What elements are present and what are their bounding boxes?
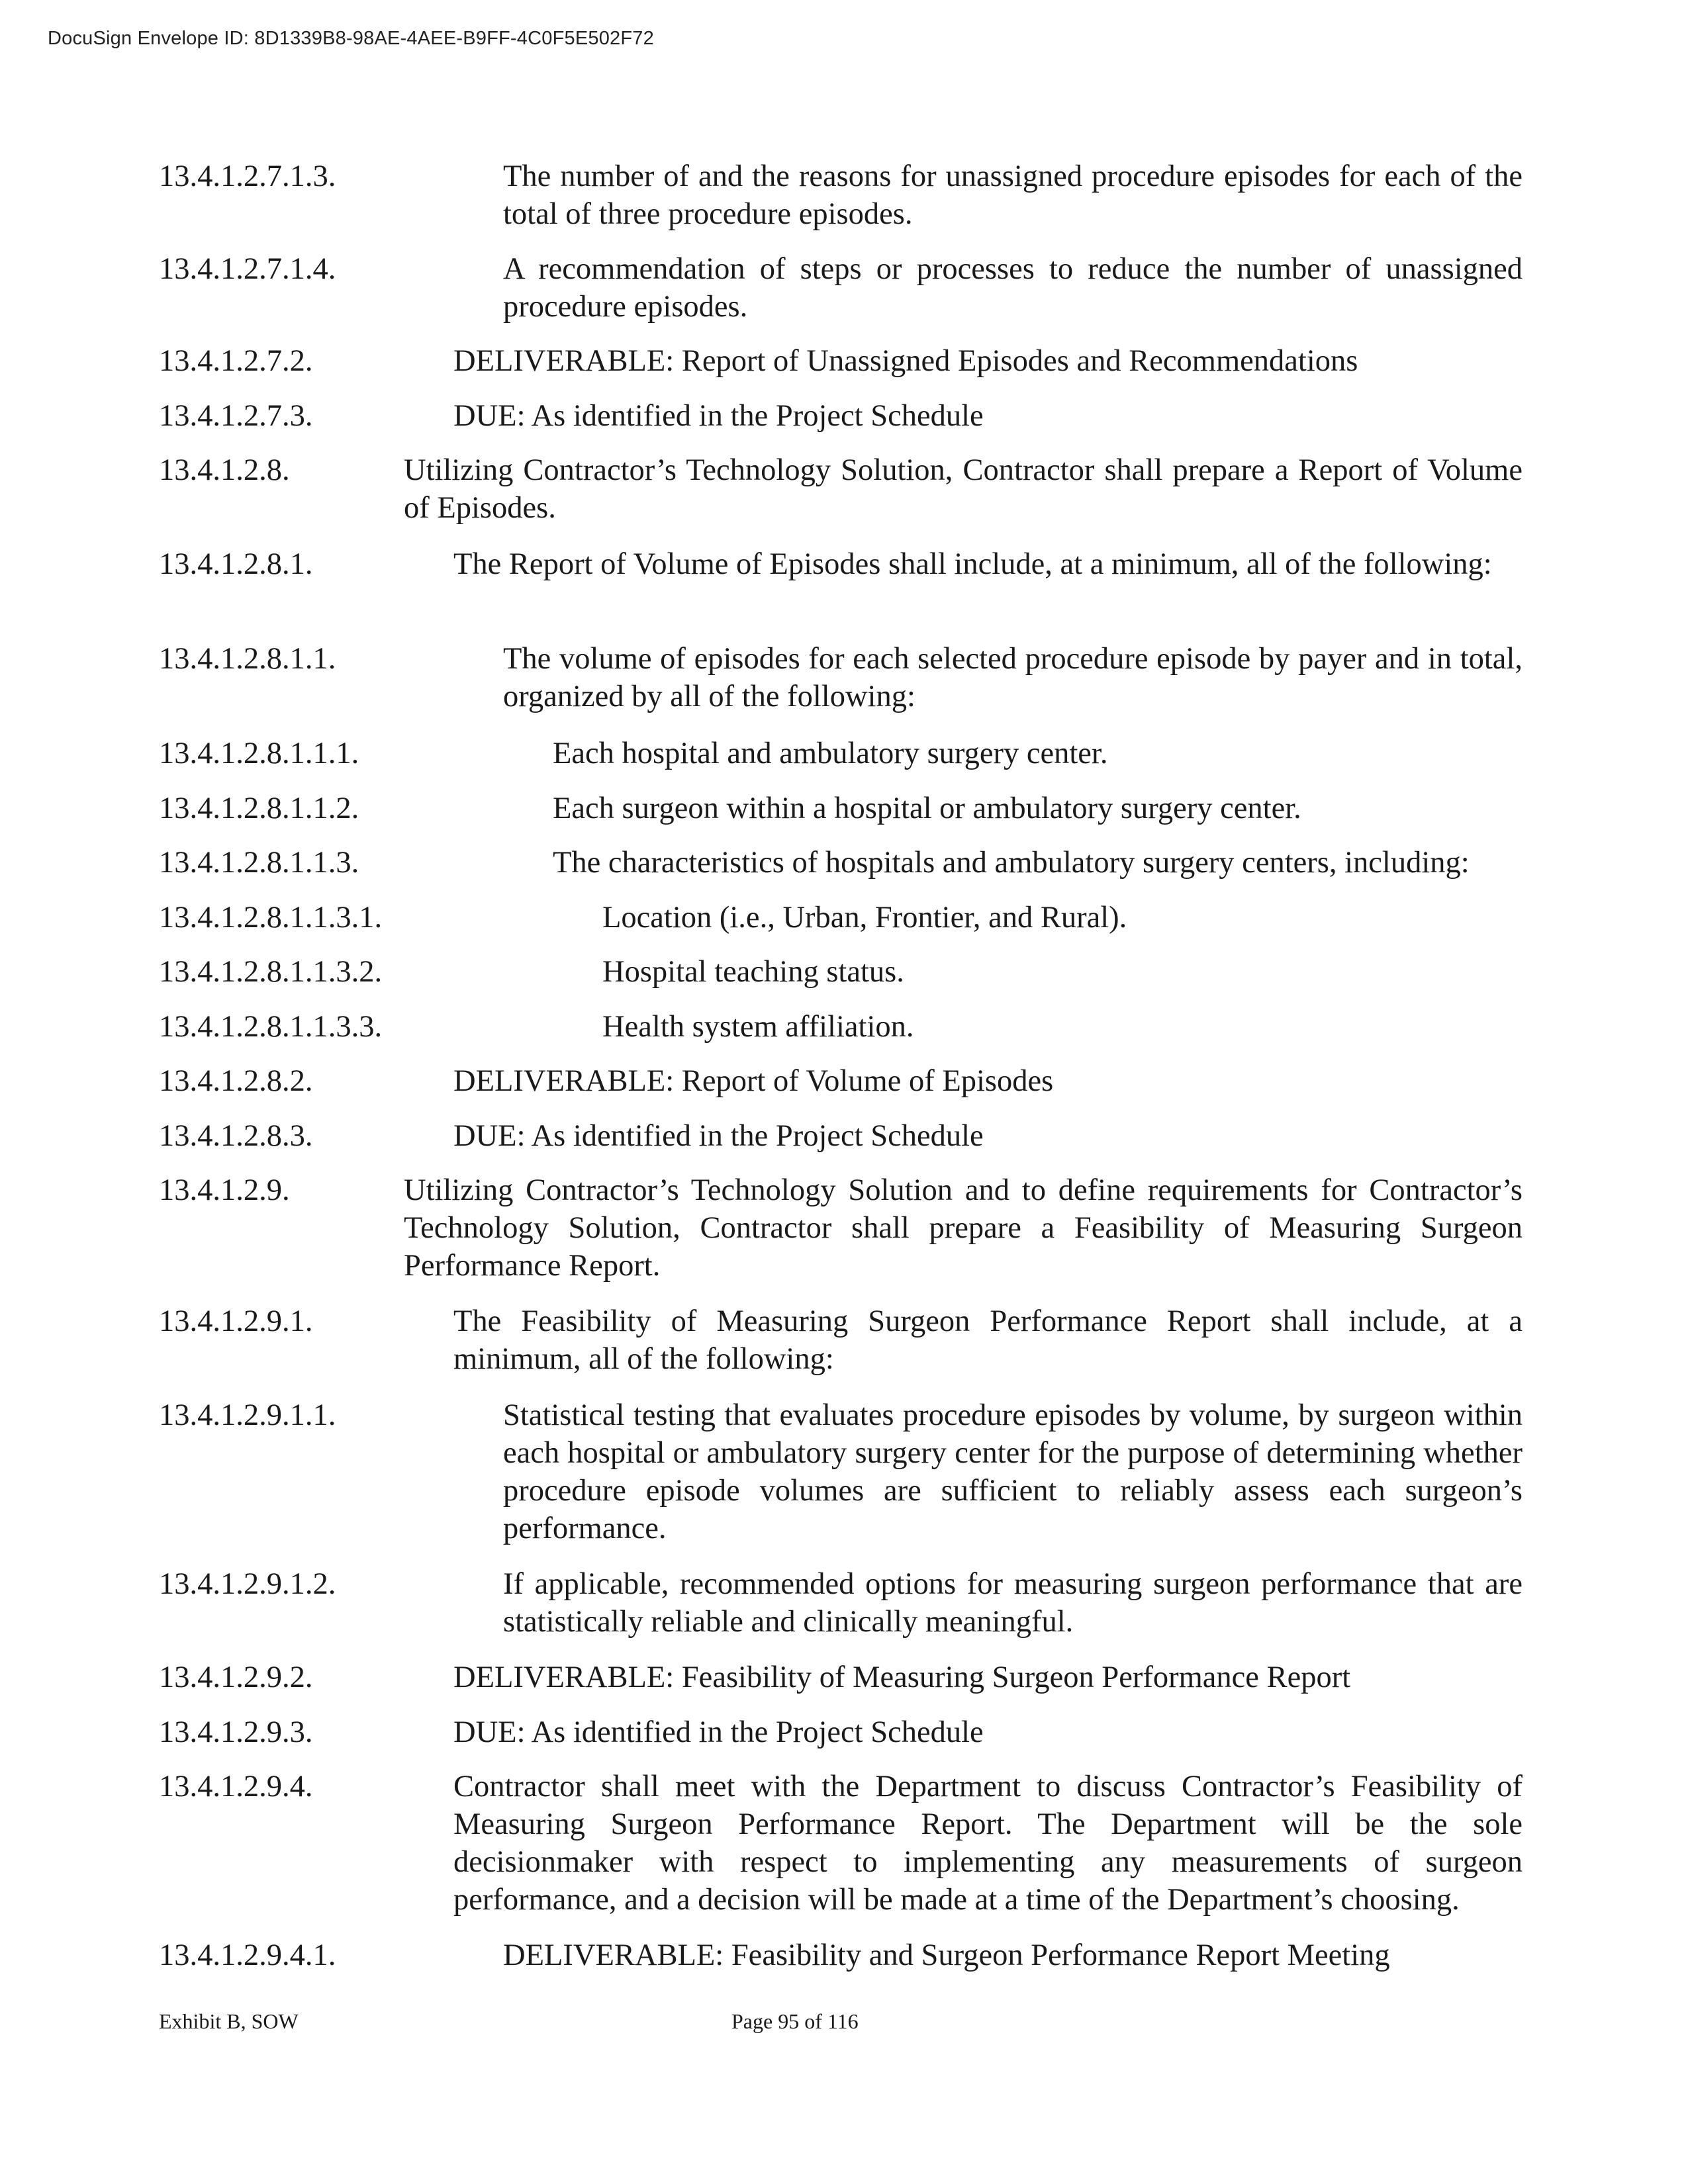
outline-number: 13.4.1.2.8.3. — [159, 1119, 313, 1153]
outline-text: Each surgeon within a hospital or ambulatory surgery center. — [553, 792, 1301, 825]
outline-text: The characteristics of hospitals and ambulatory surgery centers, including: — [553, 846, 1470, 880]
outline-number: 13.4.1.2.9.2. — [159, 1661, 313, 1694]
outline-number: 13.4.1.2.8.1.1.3.3. — [159, 1010, 383, 1044]
outline-text: The Report of Volume of Episodes shall include, at a minimum, all of the following: — [453, 547, 1492, 581]
outline-number: 13.4.1.2.8.2. — [159, 1064, 313, 1098]
outline-text: DUE: As identified in the Project Schedule — [453, 399, 984, 433]
outline-text: The volume of episodes for each selected procedure episode by payer and in total, organized by all of the following: — [503, 642, 1523, 713]
outline-number: 13.4.1.2.7.2. — [159, 344, 313, 378]
outline-text: Contractor shall meet with the Department to discuss Contractor’s Feasibility of Measuring Surgeon Performance Report. The Department will be the sole decisionmaker with respect to implementing any measurements of surgeon performance, and a decision will be made at a time of the Department’s choosing. — [453, 1770, 1523, 1917]
outline-number: 13.4.1.2.8.1. — [159, 547, 313, 581]
outline-number: 13.4.1.2.9.1.1. — [159, 1398, 336, 1432]
outline-text: Each hospital and ambulatory surgery center. — [553, 737, 1108, 770]
outline-text: DUE: As identified in the Project Schedule — [453, 1119, 984, 1153]
outline-text: A recommendation of steps or processes to reduce the number of unassigned procedure episodes. — [503, 252, 1523, 324]
footer-page-number: Page 95 of 116 — [731, 2009, 859, 2033]
outline-text: Utilizing Contractor’s Technology Solution, Contractor shall prepare a Report of Volume of Episodes. — [404, 453, 1523, 525]
footer-exhibit-label: Exhibit B, SOW — [159, 2009, 299, 2033]
outline-text: Hospital teaching status. — [602, 955, 904, 989]
outline-number: 13.4.1.2.8.1.1.3. — [159, 846, 359, 880]
outline-number: 13.4.1.2.9.4. — [159, 1770, 313, 1803]
outline-number: 13.4.1.2.8.1.1.3.1. — [159, 901, 383, 934]
outline-text: DELIVERABLE: Feasibility of Measuring Surgeon Performance Report — [453, 1661, 1351, 1694]
outline-text: The number of and the reasons for unassigned procedure episodes for each of the total of three procedure episodes. — [503, 159, 1523, 231]
outline-number: 13.4.1.2.9. — [159, 1173, 290, 1207]
outline-text: DELIVERABLE: Report of Volume of Episodes — [453, 1064, 1054, 1098]
outline-number: 13.4.1.2.7.3. — [159, 399, 313, 433]
envelope-id: DocuSign Envelope ID: 8D1339B8-98AE-4AEE-B9FF-4C0F5E502F72 — [48, 28, 654, 49]
outline-number: 13.4.1.2.9.3. — [159, 1715, 313, 1749]
outline-number: 13.4.1.2.8. — [159, 453, 290, 487]
outline-text: Location (i.e., Urban, Frontier, and Rural). — [602, 901, 1127, 934]
outline-number: 13.4.1.2.8.1.1. — [159, 642, 336, 676]
outline-number: 13.4.1.2.7.1.3. — [159, 159, 336, 193]
outline-number: 13.4.1.2.7.1.4. — [159, 252, 336, 286]
outline-text: DUE: As identified in the Project Schedule — [453, 1715, 984, 1749]
outline-number: 13.4.1.2.9.1.2. — [159, 1567, 336, 1601]
outline-text: DELIVERABLE: Feasibility and Surgeon Performance Report Meeting — [503, 1938, 1390, 1972]
outline-number: 13.4.1.2.9.4.1. — [159, 1938, 336, 1972]
outline-number: 13.4.1.2.9.1. — [159, 1304, 313, 1338]
outline-text: Statistical testing that evaluates procedure episodes by volume, by surgeon within each hospital or ambulatory surgery center for the purpose of determining whether procedure episode volumes are sufficient to reliably assess each surgeon’s performance. — [503, 1398, 1523, 1545]
outline-text: Utilizing Contractor’s Technology Solution and to define requirements for Contractor’s Technology Solution, Contractor shall prepare a Feasibility of Measuring Surgeon Performance Report. — [404, 1173, 1523, 1283]
outline-text: If applicable, recommended options for measuring surgeon performance that are statistically reliable and clinically meaningful. — [503, 1567, 1523, 1639]
outline-number: 13.4.1.2.8.1.1.3.2. — [159, 955, 383, 989]
outline-number: 13.4.1.2.8.1.1.1. — [159, 737, 359, 770]
outline-number: 13.4.1.2.8.1.1.2. — [159, 792, 359, 825]
outline-text: DELIVERABLE: Report of Unassigned Episodes and Recommendations — [453, 344, 1358, 378]
outline-text: The Feasibility of Measuring Surgeon Performance Report shall include, at a minimum, all of the following: — [453, 1304, 1523, 1376]
outline-text: Health system affiliation. — [602, 1010, 914, 1044]
